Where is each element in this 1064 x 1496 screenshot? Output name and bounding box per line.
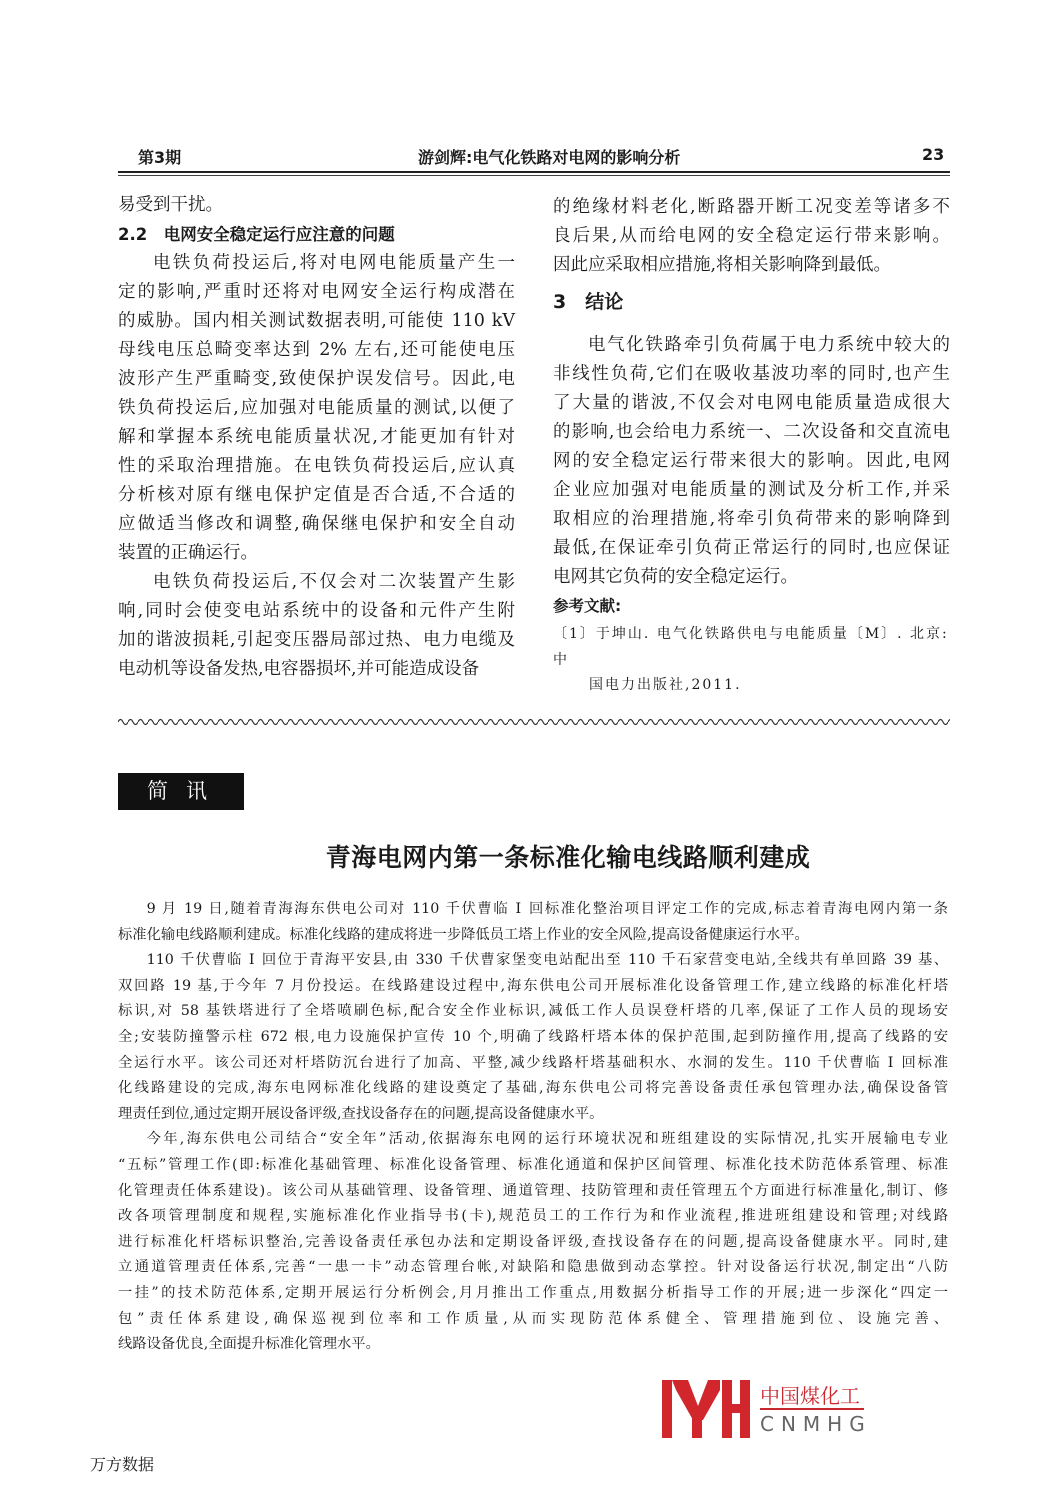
reference-text: 于坤山. 电气化铁路供电与电能质量〔M〕. 北京:中: [553, 626, 949, 668]
text-line: 母线电压总畸变率达到 2% 左右,还可能使电压: [118, 340, 515, 360]
text-line: 化管理责任体系建设)。该公司从基础管理、设备管理、通道管理、技防管理和责任管理五个方面进行标准量化,制订、修: [118, 1182, 948, 1199]
watermark-rule: [760, 1408, 864, 1410]
text-line: 性的采取治理措施。在电铁负荷投运后,应认真: [118, 456, 515, 476]
news-body: [118, 897, 948, 1358]
footer-source: 万方数据: [90, 1455, 155, 1474]
text-line: 定的影响,严重时还将对电网安全运行构成潜在: [118, 282, 515, 302]
continuation-text: [553, 193, 950, 280]
text-line: 一挂”的技术防范体系,定期开展运行分析例会,月月推出工作重点,用数据分析指导工作的开展;进一步深化“四定一: [118, 1284, 948, 1301]
text-line: 线路设备优良,全面提升标准化管理水平。: [118, 1336, 380, 1353]
text-line: 解和掌握本系统电能质量状况,才能更加有针对: [118, 427, 515, 447]
text-line: 标准化输电线路顺利建成。标准化线路的建成将进一步降低员工塔上作业的安全风险,提高设备健康运行水平。: [118, 926, 809, 943]
watermark-text-en: CNMHG: [760, 1412, 872, 1436]
text-line: 包”责任体系建设,确保巡视到位率和工作质量,从而实现防范体系健全、管理措施到位、设施完善、: [118, 1310, 948, 1327]
text-line: 最低,在保证牵引负荷正常运行的同时,也应保证: [553, 538, 950, 558]
text-line: “五标”管理工作(即:标准化基础管理、标准化设备管理、标准化通道和保护区间管理、标准化技术防范体系管理、标准: [118, 1156, 948, 1173]
article-title: 青海电网内第一条标准化输电线路顺利建成: [325, 843, 811, 872]
reference-item: [553, 621, 950, 697]
text-line: 化线路建设的完成,海东电网标准化线路的建设奠定了基础,海东供电公司将完善设备责任承包管理办法,确保设备管: [118, 1080, 948, 1097]
text-line: 分析核对原有继电保护定值是否合适,不合适的: [118, 485, 515, 505]
text-line: 取相应的治理措施,将牵引负荷带来的影响降到: [553, 509, 950, 529]
right-column: [553, 193, 950, 697]
text-line: 全;安装防撞警示柱 672 根,电力设施保护宣传 10 个,明确了线路杆塔本体的保护范围,起到防撞作用,提高了线路的安: [118, 1028, 948, 1045]
reference-text-cont: 国电力出版社,2011.: [589, 677, 742, 693]
text-line: 双回路 19 基,于今年 7 月份投运。在线路建设过程中,海东供电公司开展标准化设备管理工作,建立线路的标准化杆塔: [118, 977, 948, 994]
watermark-logo: [662, 1380, 752, 1440]
text-line: 波形产生严重畸变,致使保护误发信号。因此,电: [118, 369, 515, 389]
body-text: [118, 249, 515, 684]
section-heading: 2.2 电网安全稳定运行应注意的问题: [118, 225, 395, 244]
text-line: 因此应采取相应措施,将相关影响降到最低。: [553, 255, 892, 275]
text-line: 电铁负荷投运后,不仅会对二次装置产生影: [153, 572, 515, 592]
text-line: 电气化铁路牵引负荷属于电力系统中较大的: [588, 335, 950, 355]
text-line: 标识,对 58 基铁塔进行了全塔喷刷色标,配合安全作业标识,减低工作人员误登杆塔的几率,保证了工作人员的现场安: [118, 1003, 948, 1020]
page-number: 23: [922, 145, 945, 164]
header-rule: [118, 171, 950, 173]
text-line: 了大量的谐波,不仅会对电网电能质量造成很大: [553, 393, 950, 413]
text-line: 电铁负荷投运后,将对电网电能质量产生一: [153, 253, 515, 273]
header-rule-thin: [118, 175, 950, 176]
decorative-separator: [118, 716, 950, 728]
watermark-text-cn: 中国煤化工: [760, 1384, 860, 1408]
text-line: 电网其它负荷的安全稳定运行。: [553, 567, 798, 587]
text-line: 良后果,从而给电网的安全稳定运行带来影响。: [553, 226, 950, 246]
reference-number: 〔1〕: [553, 626, 596, 642]
section-tag: 简讯: [118, 773, 244, 810]
text-line: 企业应加强对电能质量的测试及分析工作,并采: [553, 480, 950, 500]
text-line: 的影响,也会给电力系统一、二次设备和交直流电: [553, 422, 950, 442]
text-line: 改各项管理制度和规程,实施标准化作业指导书(卡),规范员工的工作行为和作业流程,推进班组建设和管理;对线路: [118, 1208, 948, 1225]
text-line: 理责任到位,通过定期开展设备评级,查找设备存在的问题,提高设备健康水平。: [118, 1105, 604, 1122]
text-line: 应做适当修改和调整,确保继电保护和安全自动: [118, 514, 515, 534]
text-line: 立通道管理责任体系,完善“一患一卡”动态管理台帐,对缺陷和隐患做到动态掌控。针对设备运行状况,制定出“八防: [118, 1259, 948, 1276]
running-title: 游剑辉:电气化铁路对电网的影响分析: [418, 148, 681, 167]
text-line: 进行标准化杆塔标识整治,完善设备责任承包办法和定期设备评级,查找设备存在的问题,提高设备健康水平。同时,建: [118, 1233, 948, 1250]
text-line: 网的安全稳定运行带来很大的影响。因此,电网: [553, 451, 950, 471]
section-heading: 3 结论: [553, 291, 624, 313]
text-line: 铁负荷投运后,应加强对电能质量的测试,以便了: [118, 398, 515, 418]
text-line: 加的谐波损耗,引起变压器局部过热、电力电缆及: [118, 630, 515, 650]
text-line: 电动机等设备发热,电容器损坏,并可能造成设备: [118, 659, 480, 679]
text-line: 全运行水平。该公司还对杆塔防沉台进行了加高、平整,减少线路杆塔基础积水、水洞的发生。110 千伏曹临 Ⅰ 回标准: [118, 1054, 948, 1071]
text-line: 装置的正确运行。: [118, 543, 258, 563]
text-line: 易受到干扰。: [118, 195, 223, 215]
body-text: [553, 331, 950, 592]
text-line: 响,同时会使变电站系统中的设备和元件产生附: [118, 601, 515, 621]
text-line: 的威胁。国内相关测试数据表明,可能使 110 kV: [118, 311, 515, 331]
issue-number: 第3期: [138, 148, 182, 167]
left-column: [118, 191, 515, 684]
text-line: 110 千伏曹临 Ⅰ 回位于青海平安县,由 330 千伏曹家堡变电站配出至 110 千石家营变电站,全线共有单回路 39 基、: [146, 952, 948, 969]
text-line: 9 月 19 日,随着青海海东供电公司对 110 千伏曹临 Ⅰ 回标准化整治项目评定工作的完成,标志着青海电网内第一条: [146, 901, 948, 917]
text-line: 非线性负荷,它们在吸收基波功率的同时,也产生: [553, 364, 950, 384]
text-line: 今年,海东供电公司结合“安全年”活动,依据海东电网的运行环境状况和班组建设的实际情况,扎实开展输电专业: [146, 1131, 948, 1148]
text-line: 的绝缘材料老化,断路器开断工况变差等诸多不: [553, 197, 950, 217]
references-heading: 参考文献:: [553, 597, 622, 615]
